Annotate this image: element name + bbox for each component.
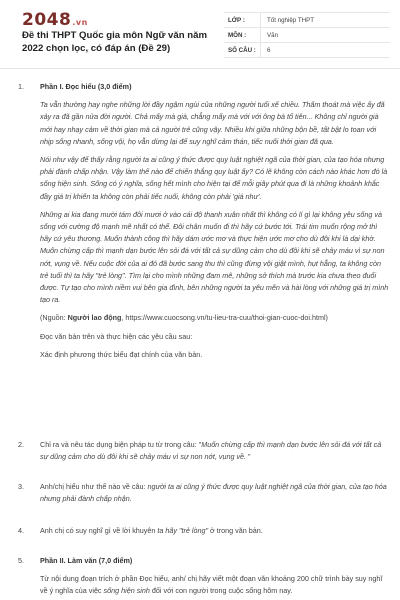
meta-value: 6 <box>267 46 271 54</box>
question-body <box>40 525 390 537</box>
source-citation <box>40 312 390 324</box>
meta-key: MÔN : <box>224 28 261 42</box>
meta-value: Văn <box>267 31 279 39</box>
question-body <box>40 439 390 463</box>
question-number: 1. <box>18 82 24 91</box>
question-prefix: Từ nội dung đoạn trích ở phần Đọc hiểu, anh/ chị hãy viết một đoạn văn khoảng 200 chữ trình bày suy nghĩ về ý nghĩa của việc <box>40 574 383 596</box>
question-prefix: Chỉ ra và nêu tác dụng biện pháp tu từ trong câu: " <box>40 440 202 449</box>
question-quote: ta hãy "trẻ lòng" <box>157 526 209 535</box>
meta-row-subject <box>224 28 390 43</box>
question-body <box>40 81 390 361</box>
exam-meta-table <box>224 12 390 58</box>
question-suffix: ở trong văn bản. <box>208 526 263 535</box>
question-text <box>40 439 390 463</box>
task-text: Xác định phương thức biểu đạt chính của văn bản. <box>40 349 203 359</box>
question-suffix: đối với con người trong cuộc sống hôm nay. <box>149 586 293 596</box>
question-emphasis: sống hiện sinh <box>103 586 150 596</box>
passage-paragraph: Những ai kia đang mười tám đôi mươi ở vào cái độ thanh xuân nhất thì không có lí gì lại không yêu sống và sống với cường độ mạnh mẽ nhất có thể. Đôi chân muốn đi thì hãy cứ bước tới. Trái tim muốn rộng mở thì hãy cứ yêu thương. Muốn thành công thì hãy dám ước mơ và thực hiện ước mơ cho dù đôi khi là dại khờ. Muốn chừng cấp thì mạnh dạn bước lên sỏi đá với tất cả sự dũng cảm cho dù đôi khi sẽ chảy máu vì sự non nớt, vụng về. Nếu cuộc đời của ai đó đã bước sang thu thì cũng đừng vội giật mình, hụt hẫng, ta không còn trẻ tuổi thì ta hãy "trẻ lòng". Tìm lại cho mình những đam mê, những sở thích mà trước kia chưa theo đuổi được. Tự tạo cho mình niềm vui bên gia đình, bên những người ta yêu mến và hài lòng với những giá trị mình tạo ra. <box>40 209 389 305</box>
question-quote: Muốn chừng cấp thì mạnh dạn bước lên sỏi đá với tất cả sự dũng cảm cho dù đôi khi sẽ chảy máu vì sự non nớt, vụng về. <box>40 440 382 462</box>
section-heading: Phần I. Đọc hiểu (3,0 điểm) <box>40 82 132 91</box>
source-url: , https://www.cuocsong.vn/tu-lieu-tra-cuu/thoi-gian-cuoc-doi.html) <box>121 313 328 323</box>
question-suffix: " <box>246 452 251 462</box>
meta-key: SỐ CÂU : <box>224 43 261 57</box>
question-text <box>40 525 390 537</box>
passage-paragraph: Nói như vậy để thấy rằng người ta ai cũng ý thức được quy luật nghiệt ngã của thời gian, của tạo hóa nhưng phải đành chấp nhận. Vậy làm thế nào để chiến thắng quy luật ấy? Có lẽ không còn cách nào khác hơn đó là sống hiện sinh. Sống có ý nghĩa, sống hết mình cho hiện tại để mỗi giây phút qua đi là những khoảnh khắc đầy giá trị khiến ta không còn phải tiếc nuối, không còn phải 'giá như'. <box>40 155 388 201</box>
logo-suffix: .vn <box>72 18 88 27</box>
question-text <box>40 481 390 505</box>
question-number: 2. <box>18 440 24 449</box>
meta-value: Tốt nghiệp THPT <box>267 16 315 24</box>
question-text <box>40 573 390 597</box>
source-prefix: (Nguồn: <box>40 313 68 323</box>
question-body <box>40 555 390 598</box>
logo-text: 2048 <box>22 10 72 30</box>
question-prefix: Anh chị có suy nghĩ gì về lời khuyên <box>40 526 158 535</box>
instruction-text: Đọc văn bản trên và thực hiện các yêu cầu sau: <box>40 331 193 341</box>
meta-row-class <box>224 12 390 28</box>
meta-row-count <box>224 43 390 58</box>
page-title: Đề thi THPT Quốc gia môn Ngữ văn năm 2022 chọn lọc, có đáp án (Đề 29) <box>22 30 207 54</box>
question-number: 4. <box>18 526 24 535</box>
question-prefix: Anh/chị hiểu như thế nào về câu: <box>40 482 148 491</box>
passage-paragraph: Ta vẫn thường hay nghe những lời đầy ngậm ngùi của những người tuổi xế chiều. Thấm thoát mà việc ấy đã xảy ra đã gần nửa đời người. Chả mấy mà già, chẳng mấy mà với với ông bà tổ tiên... Không chỉ người già mới hay nhạy cảm về thời gian mà cả người trẻ cũng vậy. Nhiều khi giữa những bộn bề, tất bật lo toan với nhịp sống nhanh, sống vội, họ vẫn dừng lại để suy nghĩ cảm thán, tiếc nuối thời gian đã qua. <box>40 100 385 146</box>
question-body <box>40 481 390 505</box>
question-number: 5. <box>18 556 24 565</box>
page-header <box>0 0 400 69</box>
question-number: 3. <box>18 482 24 491</box>
site-logo[interactable] <box>22 10 88 30</box>
section-heading: Phần II. Làm văn (7,0 điểm) <box>40 556 133 565</box>
question-quote: người ta ai cũng ý thức được quy luật nghiệt ngã của thời gian, của tạo hóa nhưng phải đành chấp nhận. <box>40 482 387 504</box>
source-publisher: Người lao động <box>67 313 122 323</box>
meta-key: LỚP : <box>224 13 261 27</box>
